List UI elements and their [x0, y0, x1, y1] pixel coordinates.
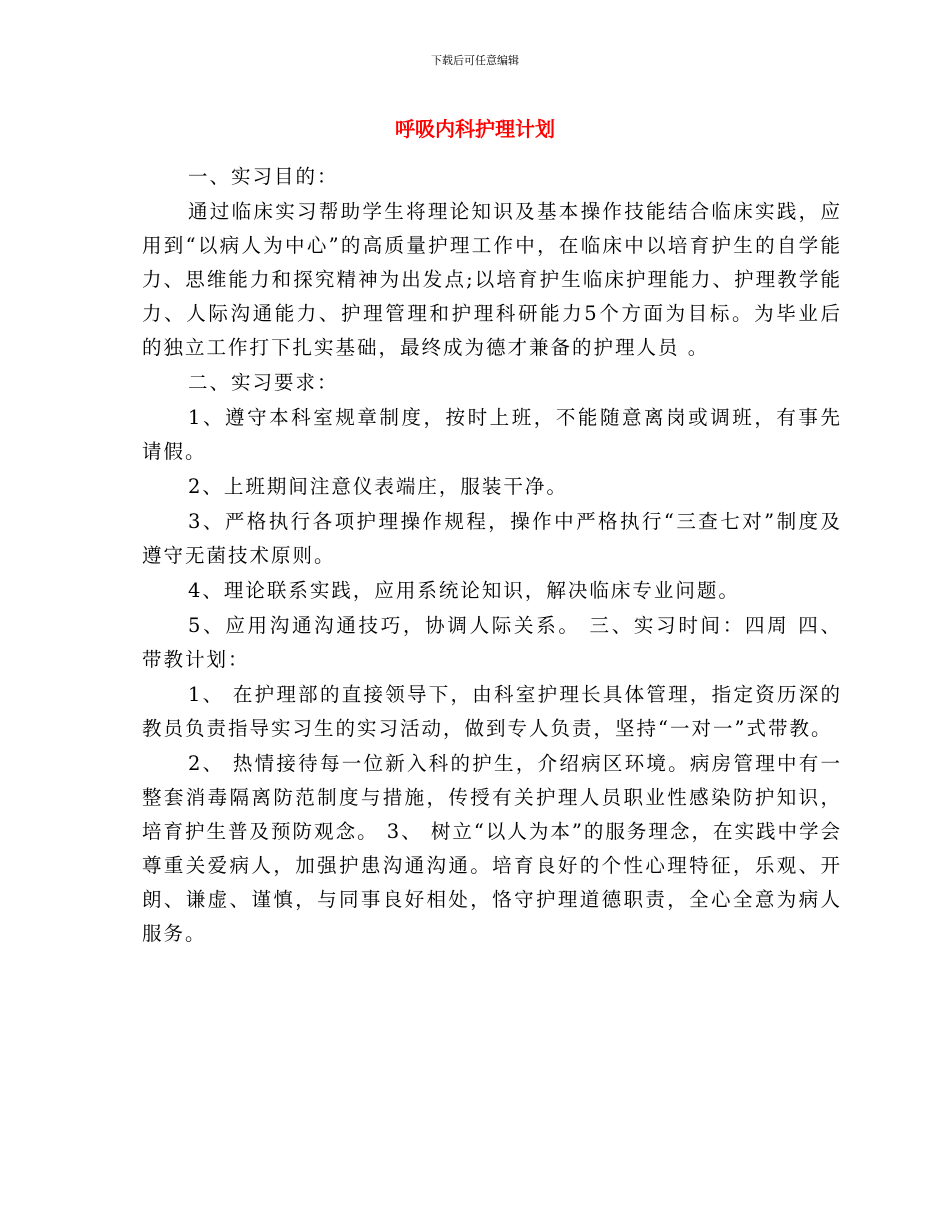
- paragraph-purpose: 通过临床实习帮助学生将理论知识及基本操作技能结合临床实践，应用到“以病人为中心”的高质量护理工作中，在临床中以培育护生的自学能力、思维能力和探究精神为出发点;以培育护生临床护理能力、护理教学能力、人际沟通能力、护理管理和护理科研能力5个方面为目标。为毕业后的独立工作打下扎实基础，最终成为德才兼备的护理人员 。: [142, 200, 842, 359]
- header-note: 下载后可任意编辑: [431, 54, 519, 67]
- teaching-plan-item-1: 1、 在护理部的直接领导下，由科室护理长具体管理，指定资历深的教员负责指导实习生的实习活动，做到专人负责，坚持“一对一”式带教。: [142, 683, 842, 740]
- requirement-item-3: 3、严格执行各项护理操作规程，操作中严格执行“三查七对”制度及遵守无菌技术原则。: [142, 510, 842, 567]
- document-title: 呼吸内科护理计划: [395, 117, 555, 141]
- section-heading-requirements: 二、实习要求：: [188, 371, 339, 394]
- requirement-item-1: 1、遵守本科室规章制度，按时上班，不能随意离岗或调班，有事先请假。: [142, 406, 842, 463]
- teaching-plan-item-2: 2、 热情接待每一位新入科的护生，介绍病区环境。病房管理中有一整套消毒隔离防范制度与措施，传授有关护理人员职业性感染防护知识，培育护生普及预防观念。 3、 树立“以人为本”的服务理念，在实践中学会尊重关爱病人，加强护患沟通沟通。培育良好的个性心理特征，乐观、开朗、谦虚、谨慎，与同事良好相处，恪守护理道德职责，全心全意为病人服务。: [142, 752, 842, 945]
- document-body: [142, 160, 842, 951]
- requirement-item-4: 4、理论联系实践，应用系统论知识，解决临床专业问题。: [188, 579, 740, 602]
- section-heading-purpose: 一、实习目的：: [188, 165, 339, 188]
- requirement-item-5: 5、应用沟通沟通技巧，协调人际关系。 三、实习时间：四周 四、带教计划：: [142, 614, 842, 671]
- requirement-item-2: 2、上班期间注意仪表端庄，服装干净。: [188, 475, 568, 498]
